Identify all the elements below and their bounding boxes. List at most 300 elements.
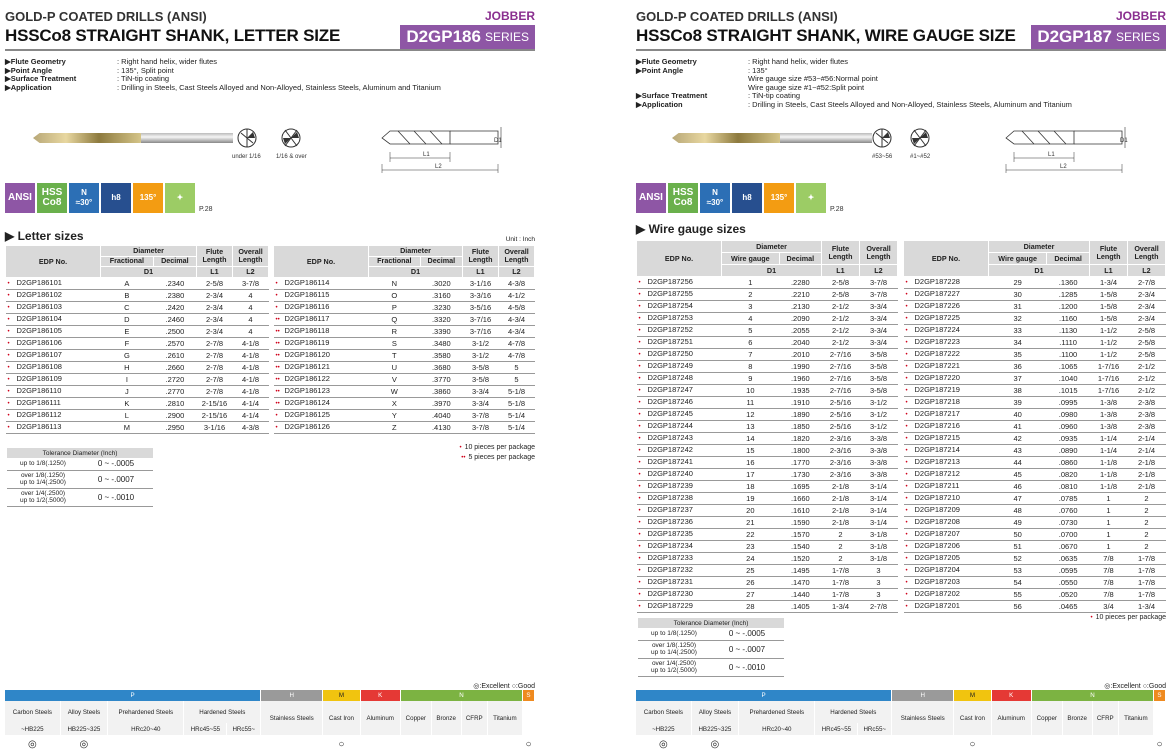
col-header-diameter: Diameter	[369, 246, 463, 257]
edp-number: D2GP187233	[647, 553, 693, 562]
table-row	[6, 350, 269, 362]
edp-number: D2GP187250	[647, 349, 693, 358]
package-marker: •	[905, 388, 908, 394]
flute-length-cell: 2-1/2	[822, 301, 860, 313]
edp-number: D2GP187231	[647, 577, 693, 586]
edp-number: D2GP187247	[647, 385, 693, 394]
edp-cell	[637, 493, 722, 505]
package-marker: •	[7, 305, 10, 311]
edp-cell	[274, 338, 369, 350]
tolerance-table	[638, 618, 784, 677]
table-row	[274, 374, 535, 386]
package-marker: ••	[275, 389, 280, 395]
letter-size-table-b	[273, 245, 535, 434]
size-cell: D	[101, 314, 154, 326]
col-header-diameter: Diameter	[101, 246, 197, 257]
table-row	[274, 314, 535, 326]
package-marker: •	[638, 376, 641, 382]
tolerance-range	[7, 470, 79, 488]
flute-length-cell: 7/8	[1090, 553, 1128, 565]
size-cell: 27	[722, 589, 780, 601]
edp-number: D2GP187217	[914, 409, 960, 418]
edp-number: D2GP186111	[16, 398, 61, 407]
size-cell: 50	[989, 529, 1047, 541]
col-header-edp: EDP No.	[6, 246, 101, 278]
material-rating	[487, 735, 522, 755]
edp-cell	[637, 445, 722, 457]
range-line: up to 1/4(.2500)	[20, 479, 66, 486]
spec-value: : Drilling in Steels, Cast Steels Alloyed and Non-Alloyed, Stainless Steels, Aluminum and Titanium	[117, 82, 441, 92]
table-row	[274, 278, 535, 290]
edp-number: D2GP187216	[914, 421, 960, 430]
package-marker: •	[905, 508, 908, 514]
edp-number: D2GP187243	[647, 433, 693, 442]
col-header-flute: Flute Length	[822, 241, 860, 265]
edp-cell	[637, 301, 722, 313]
edp-cell	[637, 565, 722, 577]
col-header-flute: Flute Length	[1090, 241, 1128, 265]
decimal-cell: .1540	[779, 541, 821, 553]
edp-cell	[904, 289, 989, 301]
series-word: SERIES	[1115, 30, 1160, 44]
edp-cell	[6, 302, 101, 314]
spec-label: ▶Surface Treatment	[5, 74, 77, 84]
edp-number: D2GP187248	[647, 373, 693, 382]
package-marker: •	[638, 448, 641, 454]
overall-length-cell: 3-7/8	[233, 278, 269, 290]
flute-length-cell: 1-3/4	[822, 601, 860, 613]
package-marker: •	[7, 425, 10, 431]
decimal-cell: .1910	[779, 397, 821, 409]
package-marker: ••	[275, 317, 280, 323]
decimal-cell: .1495	[779, 565, 821, 577]
note-marker: •	[459, 445, 462, 451]
edp-cell	[637, 349, 722, 361]
flute-length-cell: 1	[1090, 541, 1128, 553]
overall-length-cell: 5-1/8	[499, 386, 535, 398]
flute-length-cell: 1-7/8	[822, 577, 860, 589]
edp-cell	[6, 362, 101, 374]
edp-cell	[6, 290, 101, 302]
edp-number: D2GP187207	[914, 529, 960, 538]
decimal-cell: .1960	[779, 373, 821, 385]
package-marker: •	[638, 580, 641, 586]
size-cell: 4	[722, 313, 780, 325]
package-marker: ••	[275, 329, 280, 335]
flute-length-cell: 2-7/8	[197, 386, 233, 398]
edp-cell	[637, 337, 722, 349]
spec-value: : Right hand helix, wider flutes	[117, 57, 218, 66]
package-marker: •	[905, 412, 908, 418]
table-row	[274, 326, 535, 338]
edp-number: D2GP187229	[647, 601, 693, 610]
edp-cell	[637, 421, 722, 433]
series-code: D2GP186	[406, 27, 481, 46]
overall-length-cell: 2-1/2	[1128, 385, 1166, 397]
point-label: #1~#52	[910, 154, 931, 160]
overall-length-cell: 2	[1128, 529, 1166, 541]
package-marker: •	[638, 292, 641, 298]
decimal-cell: .2720	[153, 374, 196, 386]
co8-label: Co8	[673, 197, 693, 208]
table-row	[904, 493, 1166, 505]
edp-cell	[274, 278, 369, 290]
overall-length-cell: 3-3/8	[860, 457, 898, 469]
material-rating	[261, 735, 323, 755]
drill-shank-image	[141, 133, 233, 143]
edp-number: D2GP187240	[647, 469, 693, 478]
size-cell: B	[101, 290, 154, 302]
flute-length-cell: 1-3/8	[1090, 397, 1128, 409]
table-row	[6, 290, 269, 302]
title-divider	[5, 49, 535, 51]
edp-number: D2GP187205	[914, 553, 960, 562]
tolerance-range	[638, 658, 710, 676]
size-cell: 18	[722, 481, 780, 493]
overall-length-cell: 5-1/4	[499, 422, 535, 434]
size-cell: S	[369, 338, 421, 350]
col-header-decimal: Decimal	[153, 256, 196, 267]
flute-length-cell: 2-5/8	[822, 277, 860, 289]
table-row	[637, 421, 898, 433]
table-row	[904, 553, 1166, 565]
decimal-cell: .3230	[420, 302, 462, 314]
package-marker: •	[638, 400, 641, 406]
edp-number: D2GP187201	[914, 601, 960, 610]
tolerance-value: 0 ~ -.0005	[79, 458, 153, 470]
overall-length-cell: 4-3/4	[499, 326, 535, 338]
material-group-header: K	[991, 690, 1031, 701]
section-title: ▶ Wire gauge sizes	[636, 222, 746, 236]
wire-gauge-table-b	[903, 240, 1166, 613]
overall-length-cell: 2-1/8	[1128, 469, 1166, 481]
edp-cell	[637, 397, 722, 409]
overall-length-cell: 1-7/8	[1128, 589, 1166, 601]
material-group-header: P	[636, 690, 892, 701]
col-header-diameter: Diameter	[989, 241, 1090, 253]
decimal-cell: .2055	[779, 325, 821, 337]
table-row	[274, 290, 535, 302]
col-header-overall: Overall Length	[499, 246, 535, 267]
size-cell: 23	[722, 541, 780, 553]
package-note	[1090, 614, 1166, 621]
decimal-cell: .2380	[153, 290, 196, 302]
flute-length-cell: 1-7/8	[822, 589, 860, 601]
col-header-d1: D1	[101, 267, 197, 278]
note-marker: •	[1090, 615, 1093, 621]
material-rating: ◎	[5, 735, 60, 755]
material-suitability-table	[5, 690, 535, 755]
table-row	[904, 421, 1166, 433]
package-marker: •	[905, 316, 908, 322]
col-header-l2: L2	[233, 267, 269, 278]
package-marker: ••	[275, 341, 280, 347]
decimal-cell: .2420	[153, 302, 196, 314]
dim-label-l2: L2	[435, 164, 442, 170]
size-cell: 7	[722, 349, 780, 361]
edp-number: D2GP186101	[16, 278, 62, 287]
edp-cell	[274, 314, 369, 326]
edp-cell	[904, 277, 989, 289]
flute-length-cell: 3-5/8	[463, 374, 499, 386]
edp-number: D2GP187237	[647, 505, 693, 514]
size-cell: R	[369, 326, 421, 338]
table-row	[637, 349, 898, 361]
decimal-cell: .1470	[779, 577, 821, 589]
decimal-cell: .2090	[779, 313, 821, 325]
table-row	[904, 289, 1166, 301]
edp-number: D2GP186102	[16, 290, 62, 299]
material-rating: ◎	[60, 735, 107, 755]
edp-number: D2GP187223	[914, 337, 960, 346]
edp-cell	[904, 445, 989, 457]
size-cell: 49	[989, 517, 1047, 529]
edp-cell	[637, 277, 722, 289]
edp-cell	[637, 553, 722, 565]
material-rating	[815, 735, 858, 755]
table-row	[6, 338, 269, 350]
package-marker: ••	[275, 401, 280, 407]
package-marker: •	[638, 568, 641, 574]
decimal-cell: .0960	[1047, 421, 1090, 433]
material-name: Prehardened Steels	[739, 701, 815, 723]
package-marker: •	[638, 328, 641, 334]
decimal-cell: .2900	[153, 410, 196, 422]
table-row	[637, 433, 898, 445]
flute-length-cell: 2-5/8	[197, 278, 233, 290]
table-row	[904, 301, 1166, 313]
decimal-cell: .1820	[779, 433, 821, 445]
package-marker: •	[275, 281, 278, 287]
decimal-cell: .2340	[153, 278, 196, 290]
overall-length-cell: 3-5/8	[860, 361, 898, 373]
flute-length-cell: 1-1/2	[1090, 325, 1128, 337]
flute-length-cell: 2-7/16	[822, 361, 860, 373]
table-row	[274, 386, 535, 398]
flute-length-cell: 2-5/16	[822, 421, 860, 433]
tolerance-title: Tolerance Diameter (Inch)	[638, 618, 784, 628]
overall-length-cell: 4-1/4	[233, 410, 269, 422]
table-row	[904, 433, 1166, 445]
edp-number: D2GP187227	[914, 289, 960, 298]
ansi-icon: ANSI	[636, 183, 666, 213]
size-cell: 41	[989, 421, 1047, 433]
edp-number: D2GP186114	[284, 278, 330, 287]
package-marker: •	[638, 352, 641, 358]
package-marker: •	[905, 604, 908, 610]
size-cell: G	[101, 350, 154, 362]
edp-number: D2GP187224	[914, 325, 960, 334]
flute-length-cell: 2-7/16	[822, 385, 860, 397]
overall-length-cell: 2	[1128, 541, 1166, 553]
overall-length-cell: 3	[860, 577, 898, 589]
edp-cell	[904, 361, 989, 373]
decimal-cell: .3320	[420, 314, 462, 326]
edp-cell	[904, 589, 989, 601]
flute-length-cell: 7/8	[1090, 565, 1128, 577]
size-cell: 1	[722, 277, 780, 289]
edp-cell	[6, 278, 101, 290]
package-marker: •	[275, 293, 278, 299]
hss-co8-icon	[668, 183, 698, 213]
col-header-l2: L2	[860, 265, 898, 277]
edp-number: D2GP187219	[914, 385, 960, 394]
tolerance-title: Tolerance Diameter (Inch)	[7, 448, 153, 458]
edp-cell	[637, 577, 722, 589]
size-cell: M	[101, 422, 154, 434]
material-rating	[739, 735, 815, 755]
decimal-cell: .1935	[779, 385, 821, 397]
range-line: over 1/4(.2500)	[20, 490, 66, 497]
size-cell: 44	[989, 457, 1047, 469]
helix-type: N	[81, 188, 87, 197]
size-cell: 30	[989, 289, 1047, 301]
edp-cell	[6, 326, 101, 338]
edp-number: D2GP186121	[284, 362, 330, 371]
point-angle-icon: 135°	[764, 183, 794, 213]
size-cell: 40	[989, 409, 1047, 421]
material-group-header: S	[522, 690, 534, 701]
table-row	[637, 493, 898, 505]
section-title-text: Wire gauge sizes	[648, 222, 746, 236]
edp-cell	[637, 289, 722, 301]
table-row	[637, 541, 898, 553]
edp-cell	[904, 409, 989, 421]
decimal-cell: .3580	[420, 350, 462, 362]
flute-length-cell: 2-3/4	[197, 326, 233, 338]
rating-legend: ◎:Excellent ○:Good	[1104, 683, 1166, 690]
flute-length-cell: 1-7/8	[822, 565, 860, 577]
spec-list	[636, 58, 1072, 110]
decimal-cell: .1695	[779, 481, 821, 493]
spec-label: ▶Flute Geometry	[5, 57, 66, 66]
edp-number: D2GP187246	[647, 397, 693, 406]
overall-length-cell: 2	[1128, 505, 1166, 517]
size-cell: 16	[722, 457, 780, 469]
col-header-wire-gauge: Wire gauge	[989, 253, 1047, 265]
overall-length-cell: 3-3/4	[860, 337, 898, 349]
size-cell: 25	[722, 565, 780, 577]
col-header-l1: L1	[822, 265, 860, 277]
material-group-header: N	[400, 690, 522, 701]
col-header-edp: EDP No.	[637, 241, 722, 277]
edp-cell	[6, 410, 101, 422]
decimal-cell: .1200	[1047, 301, 1090, 313]
edp-number: D2GP187202	[914, 589, 960, 598]
size-cell: U	[369, 362, 421, 374]
edp-cell	[904, 373, 989, 385]
product-title: HSSCo8 STRAIGHT SHANK, WIRE GAUGE SIZE	[636, 26, 1016, 45]
decimal-cell: .2010	[779, 349, 821, 361]
overall-length-cell: 3-3/8	[860, 445, 898, 457]
overall-length-cell: 3-1/4	[860, 493, 898, 505]
note-text: 10 pieces per package	[1095, 614, 1166, 621]
overall-length-cell: 2-5/8	[1128, 349, 1166, 361]
size-cell: Q	[369, 314, 421, 326]
col-header-l1: L1	[197, 267, 233, 278]
col-header-l2: L2	[1128, 265, 1166, 277]
table-row	[904, 361, 1166, 373]
package-marker: •	[638, 508, 641, 514]
edp-cell	[904, 577, 989, 589]
table-row	[274, 398, 535, 410]
material-name: Stainless Steels	[892, 701, 954, 735]
decimal-cell: .3770	[420, 374, 462, 386]
edp-number: D2GP186105	[16, 326, 62, 335]
table-row	[637, 481, 898, 493]
edp-number: D2GP187225	[914, 313, 960, 322]
edp-number: D2GP186125	[284, 410, 330, 419]
flute-length-cell: 1-1/4	[1090, 433, 1128, 445]
edp-number: D2GP187244	[647, 421, 693, 430]
edp-cell	[637, 457, 722, 469]
edp-cell	[6, 350, 101, 362]
material-rating: ○	[522, 735, 534, 755]
size-cell: 33	[989, 325, 1047, 337]
edp-number: D2GP186123	[284, 386, 330, 395]
spec-value: : TiN-tip coating	[748, 91, 801, 101]
letter-size-table-a	[5, 245, 269, 434]
table-row	[904, 469, 1166, 481]
edp-number: D2GP187218	[914, 397, 960, 406]
decimal-cell: .1520	[779, 553, 821, 565]
edp-cell	[637, 361, 722, 373]
wire-gauge-page	[636, 0, 1166, 755]
edp-cell	[904, 529, 989, 541]
helix-angle-icon	[700, 183, 730, 213]
spec-value: : 135°	[748, 65, 768, 75]
decimal-cell: .1610	[779, 505, 821, 517]
decimal-cell: .1850	[779, 421, 821, 433]
flute-length-cell: 3-1/2	[463, 350, 499, 362]
overall-length-cell: 2-3/4	[1128, 289, 1166, 301]
material-hardness: HRc45~55	[184, 723, 227, 735]
flute-length-cell: 7/8	[1090, 577, 1128, 589]
overall-length-cell: 3-7/8	[860, 289, 898, 301]
spec-value: : 135°, Split point	[117, 65, 174, 75]
flute-length-cell: 3-7/16	[463, 314, 499, 326]
col-header-flute: Flute Length	[197, 246, 233, 267]
spec-row	[636, 101, 1072, 110]
overall-length-cell: 3-5/8	[860, 373, 898, 385]
package-marker: •	[638, 388, 641, 394]
flute-length-cell: 1-3/4	[1090, 277, 1128, 289]
material-hardness: HRc45~55	[815, 723, 858, 735]
overall-length-cell: 5	[499, 374, 535, 386]
material-hardness: ~HB225	[636, 723, 691, 735]
overall-length-cell: 4-1/8	[233, 374, 269, 386]
overall-length-cell: 4-7/8	[499, 338, 535, 350]
edp-cell	[274, 410, 369, 422]
edp-number: D2GP186115	[284, 290, 330, 299]
ansi-icon: ANSI	[5, 183, 35, 213]
range-line: up to 1/8(.1250)	[651, 630, 697, 638]
size-cell: C	[101, 302, 154, 314]
size-cell: 51	[989, 541, 1047, 553]
flute-length-cell: 1	[1090, 529, 1128, 541]
material-name: Hardened Steels	[815, 701, 892, 723]
size-cell: 34	[989, 337, 1047, 349]
material-hardness: HRc20~40	[739, 723, 815, 735]
size-cell: 47	[989, 493, 1047, 505]
decimal-cell: .0730	[1047, 517, 1090, 529]
title-divider	[636, 49, 1166, 51]
edp-number: D2GP187242	[647, 445, 693, 454]
overall-length-cell: 2-5/8	[1128, 325, 1166, 337]
size-cell: A	[101, 278, 154, 290]
decimal-cell: .2460	[153, 314, 196, 326]
package-marker: •	[905, 280, 908, 286]
